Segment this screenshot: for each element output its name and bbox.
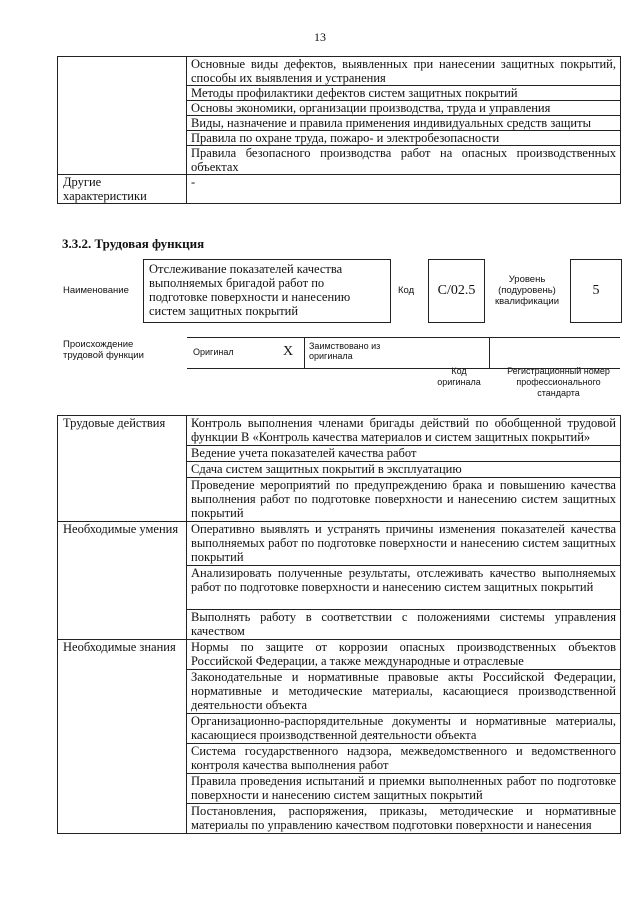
origin-row bbox=[187, 337, 620, 369]
table-row bbox=[58, 640, 621, 670]
skill-item: Оперативно выявлять и устранять причины изменения показателей качества выполняемых работ по подготовке поверхности и нанесению систем защитных покрытий bbox=[187, 522, 621, 566]
labor-actions-label: Трудовые действия bbox=[58, 416, 187, 522]
knowledge-item: Законодательные и нормативные правовые акты Российской Федерации, нормативные и методические материалы, касающиеся производственной деятельности объекта bbox=[187, 670, 621, 714]
knowledge-item: Правила безопасного производства работ на опасных производственных объектах bbox=[187, 146, 621, 175]
skill-item: Выполнять работу в соответствии с положениями системы управления качеством bbox=[187, 610, 621, 640]
level-label: Уровень (подуровень) квалификации bbox=[494, 274, 560, 307]
labor-function-table bbox=[57, 415, 621, 834]
required-skills-label: Необходимые умения bbox=[58, 522, 187, 640]
knowledge-item: Нормы по защите от коррозии опасных производственных объектов Российской Федерации, а также международные и отраслевые bbox=[187, 640, 621, 670]
table-row bbox=[58, 57, 621, 86]
section-title: 3.3.2. Трудовая функция bbox=[62, 236, 205, 251]
page-number: 13 bbox=[314, 30, 326, 44]
other-characteristics-value: - bbox=[187, 175, 621, 204]
action-item: Проведение мероприятий по предупреждению брака и повышению качества выполнения работ по подготовке поверхности и нанесению систем защитных покрытий bbox=[187, 478, 621, 522]
empty-label-cell bbox=[58, 57, 187, 175]
name-label: Наименование bbox=[63, 285, 129, 296]
required-knowledge-label: Необходимые знания bbox=[58, 640, 187, 834]
other-characteristics-label: Другие характеристики bbox=[58, 175, 187, 204]
registration-number-caption: Регистрационный номер профессионального стандарта bbox=[507, 366, 610, 398]
code-value-box: C/02.5 bbox=[428, 259, 485, 323]
divider bbox=[304, 338, 305, 368]
skill-item: Анализировать полученные результаты, отслеживать качество выполняемых работ по подготовке поверхности и нанесению систем защитных покрытий bbox=[187, 566, 621, 610]
origin-label: Происхождение трудовой функции bbox=[63, 339, 144, 361]
action-item: Ведение учета показателей качества работ bbox=[187, 446, 621, 462]
knowledge-item: Методы профилактики дефектов систем защитных покрытий bbox=[187, 86, 621, 101]
action-item: Контроль выполнения членами бригады действий по обобщенной трудовой функции В «Контроль качества материалов и систем защитных покрытий» bbox=[187, 416, 621, 446]
knowledge-item: Организационно-распорядительные документы и нормативные материалы, касающиеся производственной деятельности объекта bbox=[187, 714, 621, 744]
table-row bbox=[58, 175, 621, 204]
table-row bbox=[58, 416, 621, 446]
function-name-box: Отслеживание показателей качества выполняемых бригадой работ по подготовке поверхности и нанесению систем защитных покрытий bbox=[143, 259, 391, 323]
divider bbox=[489, 338, 490, 368]
code-label: Код bbox=[398, 285, 415, 296]
original-label: Оригинал bbox=[193, 347, 234, 357]
table-row bbox=[58, 522, 621, 566]
knowledge-item: Основы экономики, организации производства, труда и управления bbox=[187, 101, 621, 116]
level-value-box: 5 bbox=[570, 259, 622, 323]
original-mark: X bbox=[283, 344, 294, 359]
borrowed-label: Заимствовано из оригинала bbox=[309, 341, 381, 361]
knowledge-item: Система государственного надзора, межведомственного и ведомственного контроля качества выполнения работ bbox=[187, 744, 621, 774]
code-original-caption: Код оригинала bbox=[437, 366, 481, 387]
knowledge-item: Постановления, распоряжения, приказы, методические и нормативные материалы по управлению качеством подготовки поверхности и нанесения bbox=[187, 804, 621, 834]
action-item: Сдача систем защитных покрытий в эксплуатацию bbox=[187, 462, 621, 478]
knowledge-item: Виды, назначение и правила применения индивидуальных средств защиты bbox=[187, 116, 621, 131]
knowledge-continuation-table bbox=[57, 56, 621, 204]
knowledge-item: Правила проведения испытаний и приемки выполненных работ по подготовке поверхности и нанесению систем защитных покрытий bbox=[187, 774, 621, 804]
knowledge-item: Правила по охране труда, пожаро- и электробезопасности bbox=[187, 131, 621, 146]
knowledge-item: Основные виды дефектов, выявленных при нанесении защитных покрытий, способы их выявления и устранения bbox=[187, 57, 621, 86]
